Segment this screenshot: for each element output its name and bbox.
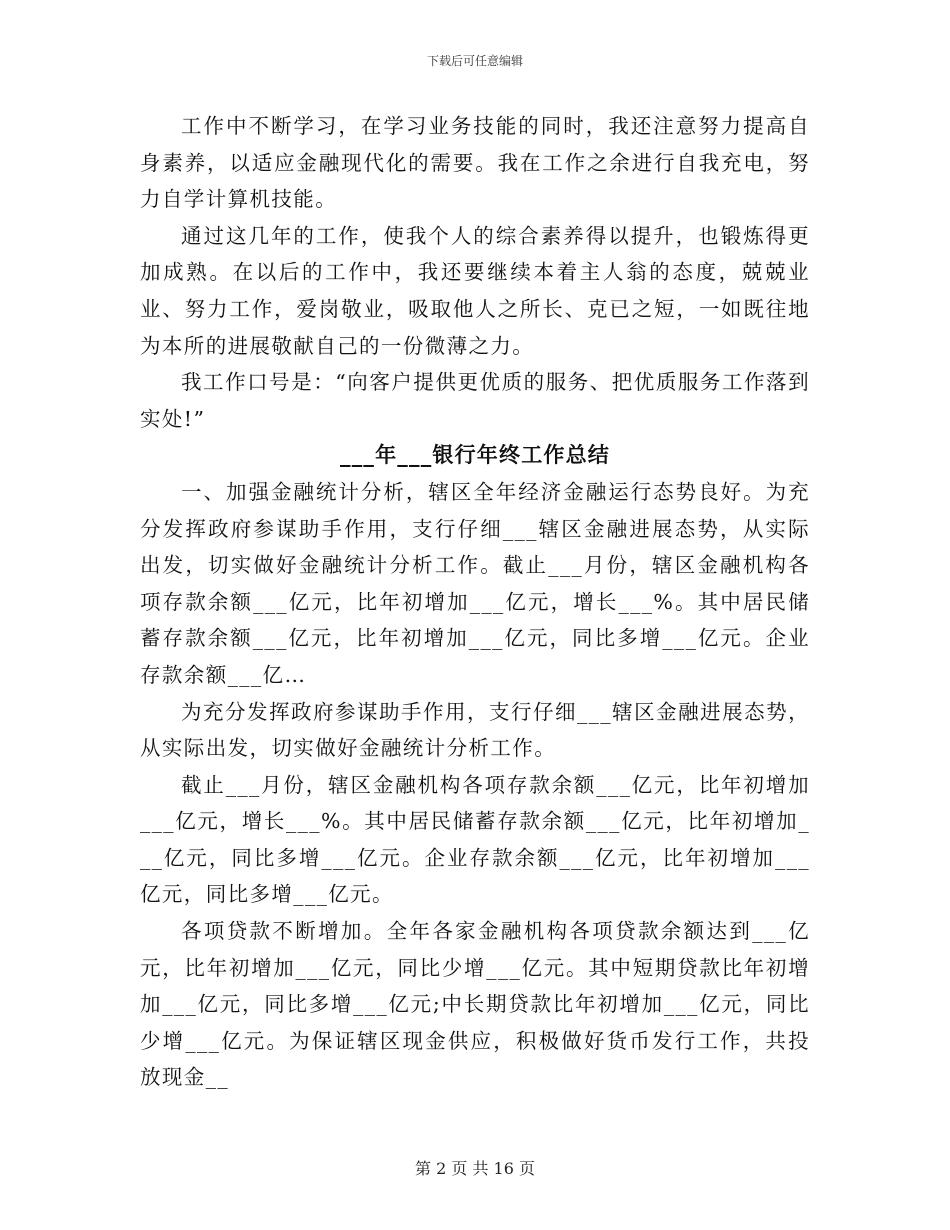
body-paragraph: 一、加强金融统计分析，辖区全年经济金融运行态势良好。为充分发挥政府参谋助手作用，支行仔细___辖区金融进展态势，从实际出发，切实做好金融统计分析工作。截止___月份，辖区金融机构各项存款余额___亿元，比年初增加___亿元，增长___%。其中居民储蓄存款余额___亿元，比年初增加___亿元，同比多增___亿元。企业存款余额___亿… xyxy=(140,479,810,687)
document-body xyxy=(140,108,810,1096)
body-paragraph: 工作中不断学习，在学习业务技能的同时，我还注意努力提高自身素养，以适应金融现代化的需要。我在工作之余进行自我充电，努力自学计算机技能。 xyxy=(140,114,810,212)
body-paragraph: 通过这几年的工作，使我个人的综合素养得以提升，也锻炼得更加成熟。在以后的工作中，我还要继续本着主人翁的态度，兢兢业业、努力工作，爱岗敬业，吸取他人之所长、克已之短，一如既往地为本所的进展敬献自己的一份微薄之力。 xyxy=(140,223,810,358)
body-paragraph: 我工作口号是：“向客户提供更优质的服务、把优质服务工作落到实处!” xyxy=(140,370,810,431)
body-paragraph: 各项贷款不断增加。全年各家金融机构各项贷款余额达到___亿元，比年初增加___亿元，同比少增___亿元。其中短期贷款比年初增加___亿元，同比多增___亿元;中长期贷款比年初增加___亿元，同比少增___亿元。为保证辖区现金供应，积极做好货币发行工作，共投放现金__ xyxy=(140,919,810,1090)
section-title: ___年___银行年终工作总结 xyxy=(340,442,610,468)
body-paragraph: 截止___月份，辖区金融机构各项存款余额___亿元，比年初增加___亿元，增长___%。其中居民储蓄存款余额___亿元，比年初增加___亿元，同比多增___亿元。企业存款余额___亿元，比年初增加___亿元，同比多增___亿元。 xyxy=(140,772,810,907)
page-header-note: 下载后可任意编辑 xyxy=(426,54,523,68)
body-paragraph: 为充分发挥政府参谋助手作用，支行仔细___辖区金融进展态势，从实际出发，切实做好金融统计分析工作。 xyxy=(140,699,810,761)
page-number: 第 2 页 共 16 页 xyxy=(415,1159,535,1178)
